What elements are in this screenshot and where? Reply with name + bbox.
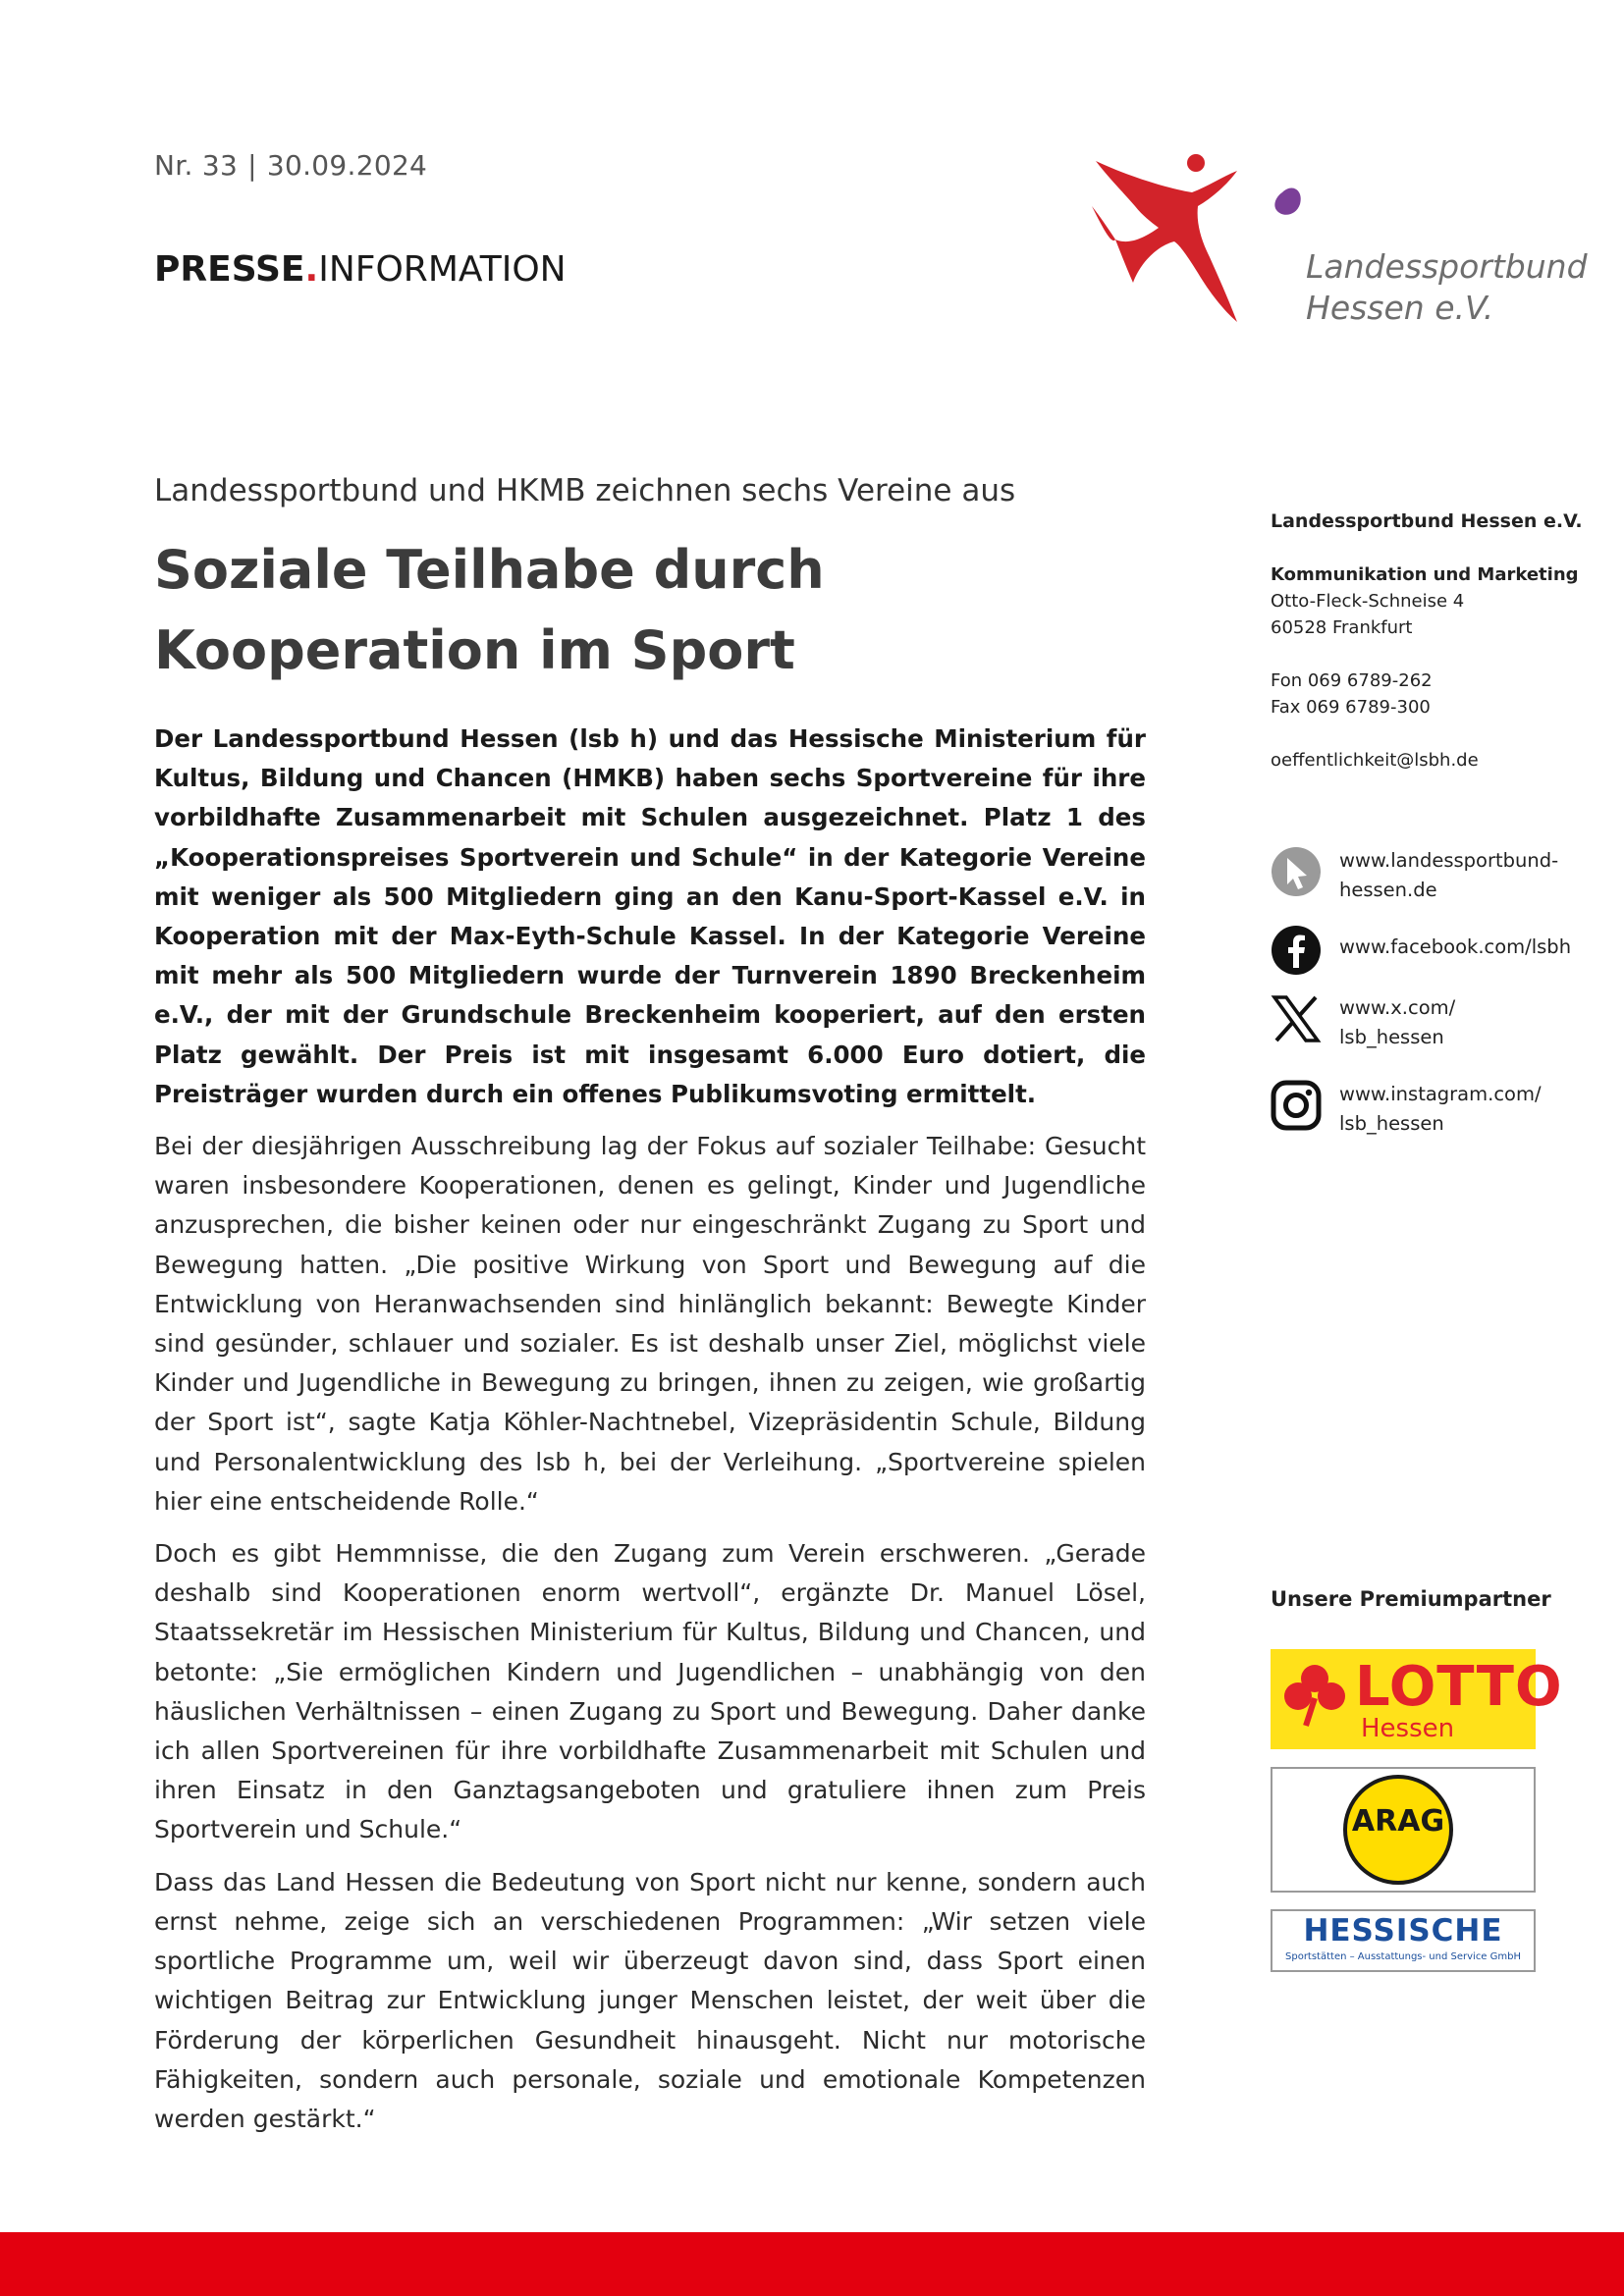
cursor-icon bbox=[1271, 846, 1322, 897]
partners-title: Unsere Premiumpartner bbox=[1271, 1587, 1551, 1611]
instagram-icon bbox=[1271, 1080, 1322, 1131]
lsbh-logo bbox=[1090, 147, 1588, 334]
hessische-wordmark: HESSISCHE bbox=[1303, 1913, 1503, 1949]
issue-line bbox=[154, 149, 427, 182]
sidebar-phone: Fon 069 6789-262 bbox=[1271, 670, 1433, 691]
sidebar-city: 60528 Frankfurt bbox=[1271, 617, 1413, 638]
lotto-region: Hessen bbox=[1361, 1714, 1455, 1743]
sidebar-fax: Fax 069 6789-300 bbox=[1271, 697, 1431, 718]
issue-separator: | bbox=[247, 149, 257, 182]
information-label: INFORMATION bbox=[318, 249, 567, 290]
issue-number: Nr. 33 bbox=[154, 149, 239, 182]
presse-dot: . bbox=[304, 249, 319, 290]
headline-line-2: Kooperation im Sport bbox=[154, 619, 795, 681]
facebook-icon bbox=[1271, 925, 1322, 976]
lead-paragraph: Der Landessportbund Hessen (lsb h) und das Hessische Ministerium für Kultus, Bildung und Chancen (HMKB) haben sechs Sportvereine für ihre vorbildhafte Zusammenarbeit mit Schulen ausgezeichnet. Platz 1 des „Kooperationspreises Sportverein und Schule“ in der Kategorie Vereine mit weniger als 500 Mitgliedern ging an den Kanu-Sport-Kassel e.V. in Kooperation mit der Max-Eyth-Schule Kassel. In der Kategorie Vereine mit mehr als 500 Mitgliedern wurde der Turnverein 1890 Breckenheim e.V., der mit der Grundschule Breckenheim kooperiert, auf den ersten Platz gewählt. Der Preis ist mit insgesamt 6.000 Euro dotiert, die Preisträger wurden durch ein offenes Publikumsvoting ermittelt. bbox=[154, 724, 1146, 1108]
x-link-text: www.x.com/ lsb_hessen bbox=[1339, 996, 1456, 1048]
sidebar-street: Otto-Fleck-Schneise 4 bbox=[1271, 591, 1465, 612]
lotto-hessen-logo bbox=[1271, 1649, 1563, 1749]
document-type bbox=[154, 249, 567, 290]
article-subtitle: Landessportbund und HKMB zeichnen sechs Vereine aus bbox=[154, 473, 1016, 508]
sidebar-org: Landessportbund Hessen e.V. bbox=[1271, 510, 1583, 532]
athlete-figure-icon bbox=[1090, 147, 1316, 334]
body-paragraph-3: Dass das Land Hessen die Bedeutung von Sport nicht nur kenne, sondern auch ernst nehme, zeige sich an verschiedenen Programmen: „Wir setzen viele sportliche Programme um, weil wir überzeugt davon sind, dass Sport einen wichtigen Beitrag zur Entwicklung junger Menschen leistet, der weit über die Förderung der körperlichen Gesundheit hinausgeht. Nicht nur motorische Fähigkeiten, sondern auch personale, soziale und emotionale Kompetenzen werden gestärkt.“ bbox=[154, 1867, 1146, 2133]
lotto-wordmark: LOTTO bbox=[1355, 1655, 1563, 1719]
body-paragraph-2: Doch es gibt Hemmnisse, die den Zugang zum Verein erschweren. „Gerade deshalb sind Kooperationen enorm wertvoll“, ergänzte Dr. Manuel Lösel, Staatssekretär im Hessischen Ministerium für Kultus, Bildung und Chancen, und betonte: „Sie ermöglichen Kindern und Jugendlichen – unabhängig von den häuslichen Verhältnissen – einen Zugang zu Sport und Bewegung. Daher danke ich allen Sportvereinen für ihre vorbildhafte Zusammenarbeit mit Schulen und ihren Einsatz in den Ganztagsangeboten und gratuliere ihnen zum Preis Sportverein und Schule.“ bbox=[154, 1539, 1146, 1844]
contact-sidebar bbox=[1271, 508, 1585, 774]
sidebar-department: Kommunikation und Marketing bbox=[1271, 564, 1579, 585]
website-link-text: www.landessportbund- hessen.de bbox=[1339, 849, 1559, 901]
hessische-logo bbox=[1271, 1909, 1536, 1972]
facebook-link-text: www.facebook.com/lsbh bbox=[1339, 935, 1572, 958]
clover-icon bbox=[1280, 1661, 1349, 1730]
instagram-link-text: www.instagram.com/ lsb_hessen bbox=[1339, 1083, 1542, 1135]
article-headline bbox=[154, 530, 1038, 691]
x-icon bbox=[1271, 993, 1322, 1044]
arag-logo bbox=[1271, 1767, 1536, 1893]
article-body bbox=[154, 720, 1146, 2152]
body-paragraph-1: Bei der diesjährigen Ausschreibung lag der Fokus auf sozialer Teilhabe: Gesucht waren insbesondere Kooperationen, denen es gelingt, Kinder und Jugendliche anzusprechen, die bisher keinen oder nur eingeschränkt Zugang zu Sport und Bewegung hatten. „Die positive Wirkung von Sport und Bewegung auf die Entwicklung von Heranwachsenden sind hinlänglich bekannt: Bewegte Kinder sind gesünder, schlauer und sozialer. Es ist deshalb unser Ziel, möglichst viele Kinder und Jugendliche in Bewegung zu bringen, ihnen zu zeigen, wie großartig der Sport ist“, sagte Katja Köhler-Nachtnebel, Vizepräsidentin Schule, Bildung und Personalentwicklung des lsb h, bei der Verleihung. „Sportvereine spielen hier eine entscheidende Rolle.“ bbox=[154, 1132, 1146, 1516]
sidebar-email[interactable]: oeffentlichkeit@lsbh.de bbox=[1271, 750, 1479, 771]
arag-wordmark: ARAG bbox=[1351, 1804, 1445, 1839]
footer-bar bbox=[0, 2232, 1624, 2296]
logo-text-line1: Landessportbund bbox=[1306, 247, 1588, 286]
logo-text-line2: Hessen e.V. bbox=[1306, 289, 1494, 327]
issue-date: 30.09.2024 bbox=[266, 149, 428, 182]
hessische-subline: Sportstätten – Ausstattungs- und Service GmbH bbox=[1285, 1951, 1521, 1962]
presse-label: PRESSE bbox=[154, 249, 305, 290]
headline-line-1: Soziale Teilhabe durch bbox=[154, 539, 825, 601]
